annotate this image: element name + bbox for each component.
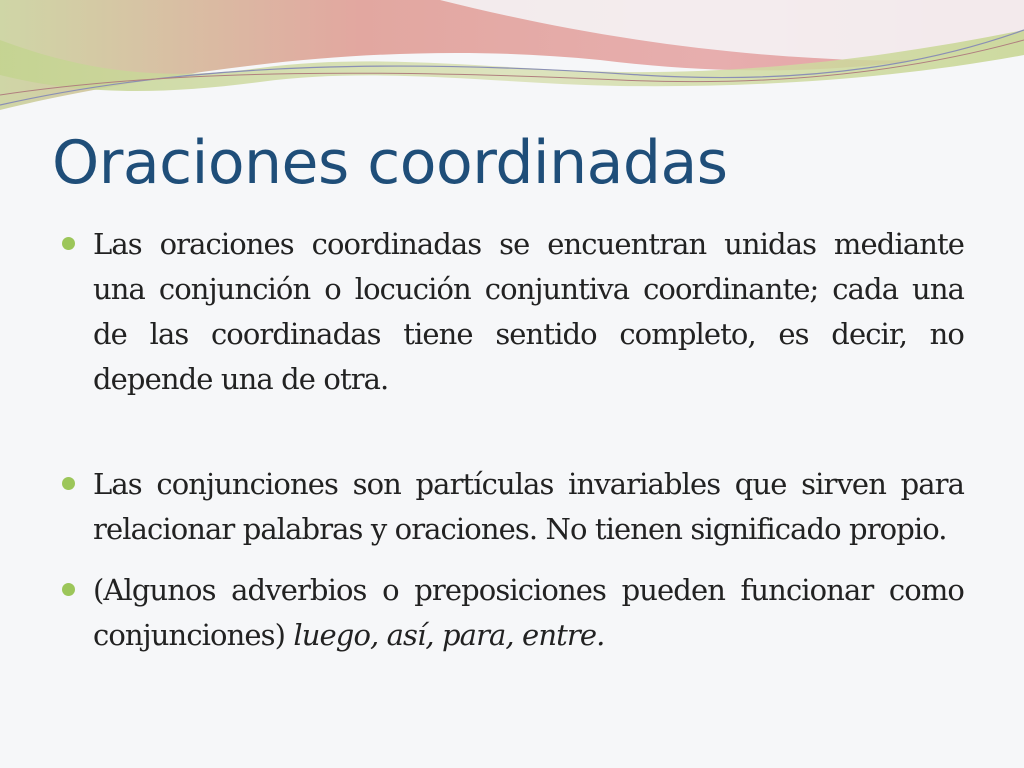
bullet-examples: luego, así, para, entre.: [293, 618, 605, 652]
bullet-text: Las oraciones coordinadas se encuentran unidas mediante una conjunción o locución conjuntiva coordinante; cada una de las coordinadas tiene sentido completo, es decir, no depende una de otra.: [93, 227, 964, 396]
bullet-dot-icon: [62, 583, 75, 596]
slide-title: Oraciones coordinadas: [52, 128, 728, 198]
bullet-list: [62, 222, 964, 658]
bullet-dot-icon: [62, 237, 75, 250]
bullet-item: [62, 222, 964, 402]
bullet-text: [93, 568, 964, 658]
bullet-dot-icon: [62, 477, 75, 490]
bullet-text-main: (Algunos adverbios o preposiciones pueden funcionar como conjunciones): [93, 573, 964, 652]
bullet-item: [62, 462, 964, 552]
decorative-wave-banner: [0, 0, 1024, 120]
bullet-text: Las conjunciones son partículas invariables que sirven para relacionar palabras y oraciones. No tienen significado propio.: [93, 467, 964, 546]
bullet-item: [62, 568, 964, 658]
